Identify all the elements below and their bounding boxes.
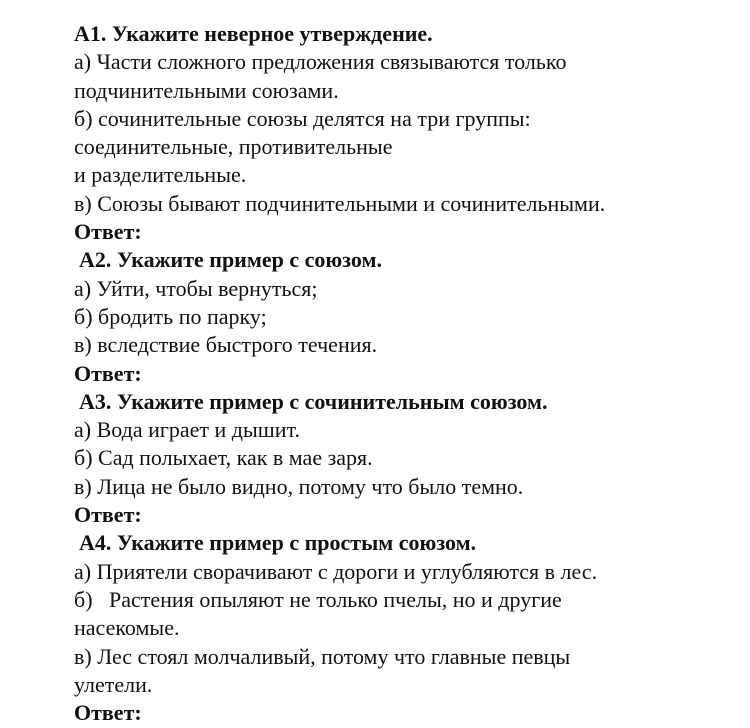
question-a3-option-c: в) Лица не было видно, потому что было темно. [74, 473, 524, 499]
document-page [74, 20, 734, 727]
question-a4-option-a: а) Приятели сворачивают с дороги и углубляются в лес. [74, 558, 598, 584]
question-a1-title: А1. Укажите неверное утверждение. [74, 21, 433, 46]
question-a3-answer-label: Ответ: [74, 502, 142, 528]
question-a4-answer-label: Ответ: [74, 700, 142, 726]
question-a2-title: А2. Укажите пример с союзом. [79, 247, 382, 273]
question-a4-option-b-line1: б) Растения опыляют не только пчелы, но и другие [74, 586, 562, 612]
question-a2-option-c: в) вследствие быстрого течения. [74, 332, 378, 358]
question-a1-answer-label: Ответ: [74, 219, 142, 245]
question-a1-option-a-line2: подчинительными союзами. [74, 77, 339, 103]
question-a4-option-b-line2: насекомые. [74, 615, 180, 641]
question-a1-option-b-line2: соединительные, противительные [74, 134, 393, 160]
question-a4-title: А4. Укажите пример с простым союзом. [79, 530, 477, 556]
question-a1-option-b-line3: и разделительные. [74, 162, 247, 188]
question-a3-title: А3. Укажите пример с сочинительным союзом. [79, 388, 548, 414]
question-a1-option-c: в) Союзы бывают подчинительными и сочинительными. [74, 190, 606, 216]
question-a2-answer-label: Ответ: [74, 360, 142, 386]
question-a2-option-b: б) бродить по парку; [74, 303, 267, 329]
question-a1-option-a-line1: а) Части сложного предложения связываются только [74, 49, 567, 75]
question-a3-option-a: а) Вода играет и дышит. [74, 417, 300, 443]
question-a2-option-a: а) Уйти, чтобы вернуться; [74, 275, 318, 301]
question-a4-option-c-line2: улетели. [74, 671, 153, 697]
question-a3-option-b: б) Сад полыхает, как в мае заря. [74, 445, 373, 471]
question-a4-option-c-line1: в) Лес стоял молчаливый, потому что главные певцы [74, 643, 571, 669]
question-a1-option-b-line1: б) сочинительные союзы делятся на три группы: [74, 105, 531, 131]
